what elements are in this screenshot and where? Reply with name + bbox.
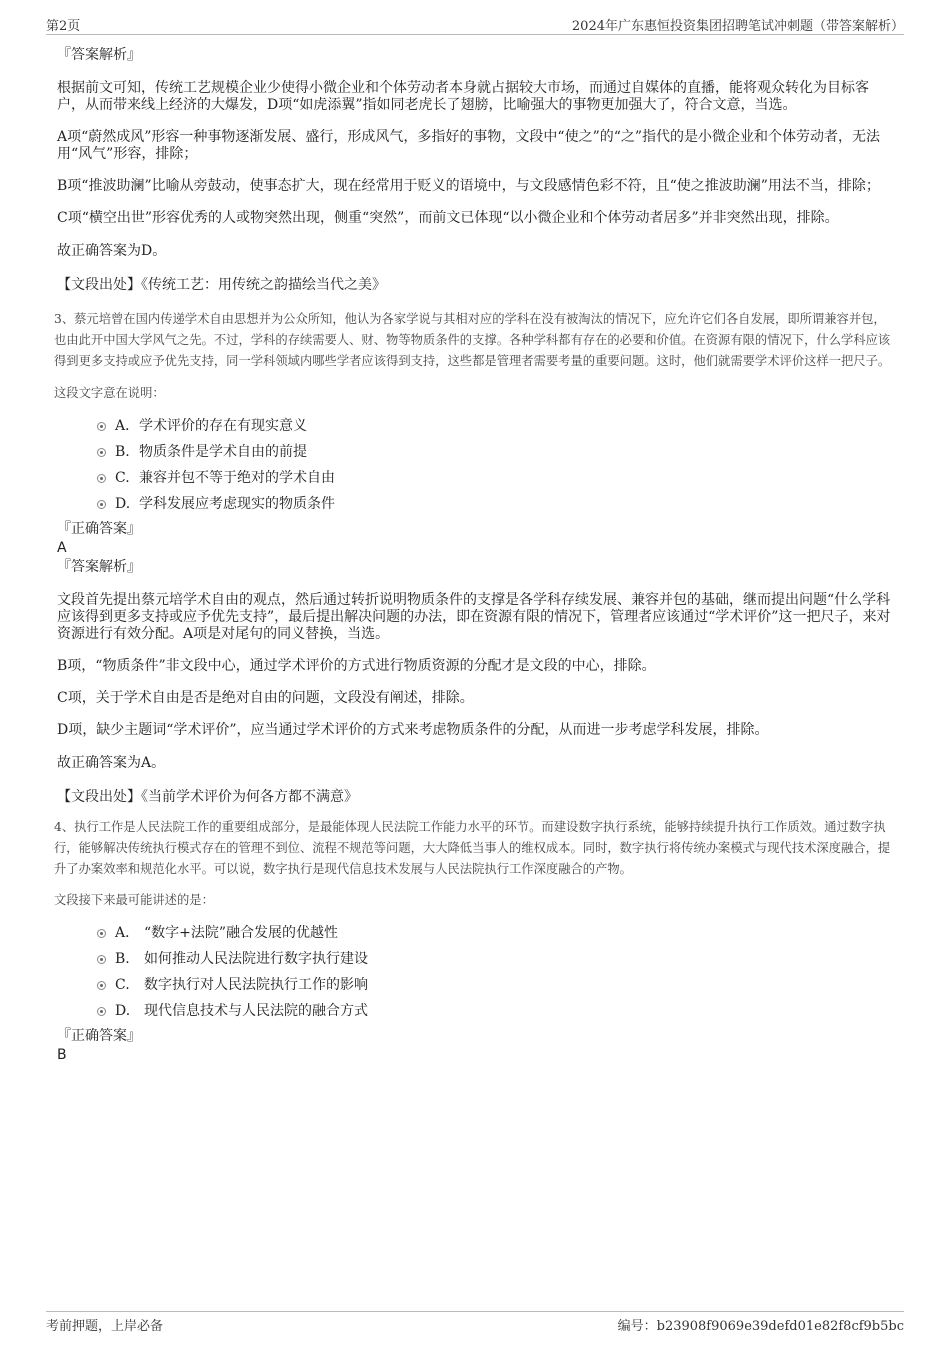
analysis-paragraph: B项“推波助澜”比喻从旁鼓动，使事态扩大，现在经常用于贬义的语境中，与文段感情色彩不符，且“使之推波助澜”用法不当，排除； bbox=[57, 178, 880, 194]
option-label: B. bbox=[115, 444, 130, 460]
analysis-paragraph: C项，关于学术自由是否是绝对自由的问题，文段没有阐述，排除。 bbox=[57, 690, 474, 706]
footer-slogan: 考前押题，上岸必备 bbox=[46, 1319, 164, 1334]
option-label: C. bbox=[115, 470, 130, 486]
radio-button[interactable] bbox=[97, 474, 106, 483]
option-label: D. bbox=[115, 496, 131, 512]
option-d[interactable] bbox=[57, 1002, 657, 1020]
option-c[interactable] bbox=[57, 469, 657, 487]
page-footer bbox=[46, 1311, 904, 1334]
option-b[interactable] bbox=[57, 950, 657, 968]
question-prompt: 文段接下来最可能讲述的是： bbox=[54, 893, 214, 907]
radio-button[interactable] bbox=[97, 955, 106, 964]
analysis-conclusion: 故正确答案为D。 bbox=[57, 243, 167, 259]
analysis-conclusion: 故正确答案为A。 bbox=[57, 755, 166, 771]
option-list bbox=[57, 924, 895, 1028]
option-d[interactable] bbox=[57, 495, 657, 513]
option-a[interactable] bbox=[57, 417, 657, 435]
option-label: D. bbox=[115, 1003, 131, 1019]
source-citation: 【文段出处】《当前学术评价为何各方都不满意》 bbox=[57, 789, 358, 805]
option-text: 学科发展应考虑现实的物质条件 bbox=[139, 496, 335, 512]
option-label: C. bbox=[115, 977, 130, 993]
analysis-label: 『答案解析』 bbox=[57, 559, 141, 575]
option-text: 物质条件是学术自由的前提 bbox=[139, 444, 307, 460]
answer-value: B bbox=[57, 1047, 67, 1063]
answer-value: A bbox=[57, 540, 67, 556]
option-label: A． bbox=[115, 418, 140, 434]
answer-label: 『正确答案』 bbox=[57, 521, 141, 537]
page-header bbox=[46, 14, 904, 35]
option-text: 数字执行对人民法院执行工作的影响 bbox=[144, 977, 368, 993]
document-code: 编号：b23908f9069e39defd01e82f8cf9b5bc bbox=[617, 1319, 904, 1334]
question-prompt: 这段文字意在说明： bbox=[54, 386, 165, 400]
question-stem: 4、执行工作是人民法院工作的重要组成部分，是最能体现人民法院工作能力水平的环节。而建设数字执行系统，能够持续提升执行工作质效。通过数字执行，能够解决传统执行模式存在的管理不到位、流程不规范等问题，大大降低当事人的维权成本。同时，数字执行将传统办案模式与现代技术深度融合，提升了办案效率和规范化水平。可以说，数字执行是现代信息技术发展与人民法院执行工作深度融合的产物。 bbox=[54, 820, 891, 876]
analysis-label: 『答案解析』 bbox=[57, 47, 141, 63]
radio-button[interactable] bbox=[97, 500, 106, 509]
option-b[interactable] bbox=[57, 443, 657, 461]
option-a[interactable] bbox=[57, 924, 657, 942]
option-c[interactable] bbox=[57, 976, 657, 994]
option-text: 现代信息技术与人民法院的融合方式 bbox=[144, 1003, 368, 1019]
radio-button[interactable] bbox=[97, 448, 106, 457]
analysis-paragraph: C项“横空出世”形容优秀的人或物突然出现，侧重“突然”，而前文已体现“以小微企业和个体劳动者居多”并非突然出现，排除。 bbox=[57, 210, 839, 226]
option-label: A． bbox=[115, 925, 140, 941]
analysis-paragraph: A项“蔚然成风”形容一种事物逐渐发展、盛行，形成风气，多指好的事物，文段中“使之”的“之”指代的是小微企业和个体劳动者，无法用“风气”形容，排除； bbox=[57, 129, 881, 162]
option-text: 学术评价的存在有现实意义 bbox=[139, 418, 307, 434]
option-list bbox=[57, 417, 895, 521]
option-text: 兼容并包不等于绝对的学术自由 bbox=[139, 470, 335, 486]
question-stem: 3、蔡元培曾在国内传递学术自由思想并为公众所知，他认为各家学说与其相对应的学科在没有被淘汰的情况下，应允许它们各自发展，即所谓兼容并包，也由此开中国大学风气之先。不过，学科的存续需要人、财、物等物质条件的支撑。各种学科都有存在的必要和价值。在资源有限的情况下，什么学科应该得到更多支持或应予优先支持，同一学科领域内哪些学者应该得到支持，这些都是管理者需要考量的重要问题。这时，他们就需要学术评价这样一把尺子。 bbox=[54, 312, 891, 368]
analysis-paragraph: 文段首先提出蔡元培学术自由的观点，然后通过转折说明物质条件的支撑是各学科存续发展、兼容并包的基础，继而提出问题“什么学科应该得到更多支持或应予优先支持”，最后提出解决问题的办法，即在资源有限的情况下，管理者应该通过“学术评价”这一把尺子，来对资源进行有效分配。A项是对尾句的同义替换，当选。 bbox=[57, 592, 891, 642]
page-content bbox=[54, 46, 895, 1064]
option-text: 如何推动人民法院进行数字执行建设 bbox=[144, 951, 368, 967]
radio-button[interactable] bbox=[97, 981, 106, 990]
analysis-paragraph: D项，缺少主题词“学术评价”，应当通过学术评价的方式来考虑物质条件的分配，从而进一步考虑学科发展，排除。 bbox=[57, 722, 769, 738]
option-text: “数字+法院”融合发展的优越性 bbox=[144, 925, 339, 941]
radio-button[interactable] bbox=[97, 422, 106, 431]
page-number: 第2页 bbox=[46, 19, 81, 34]
analysis-paragraph: 根据前文可知，传统工艺规模企业少使得小微企业和个体劳动者本身就占据较大市场，而通过自媒体的直播，能将观众转化为目标客户，从而带来线上经济的大爆发，D项“如虎添翼”指如同老虎长了翅膀，比喻强大的事物更加强大了，符合文意，当选。 bbox=[57, 80, 869, 113]
analysis-paragraph: B项，“物质条件”非文段中心，通过学术评价的方式进行物质资源的分配才是文段的中心，排除。 bbox=[57, 658, 656, 674]
answer-label: 『正确答案』 bbox=[57, 1028, 141, 1044]
radio-button[interactable] bbox=[97, 1007, 106, 1016]
radio-button[interactable] bbox=[97, 929, 106, 938]
document-title: 2024年广东惠恒投资集团招聘笔试冲刺题（带答案解析） bbox=[571, 19, 904, 34]
option-label: B. bbox=[115, 951, 130, 967]
source-citation: 【文段出处】《传统工艺：用传统之韵描绘当代之美》 bbox=[57, 277, 386, 293]
